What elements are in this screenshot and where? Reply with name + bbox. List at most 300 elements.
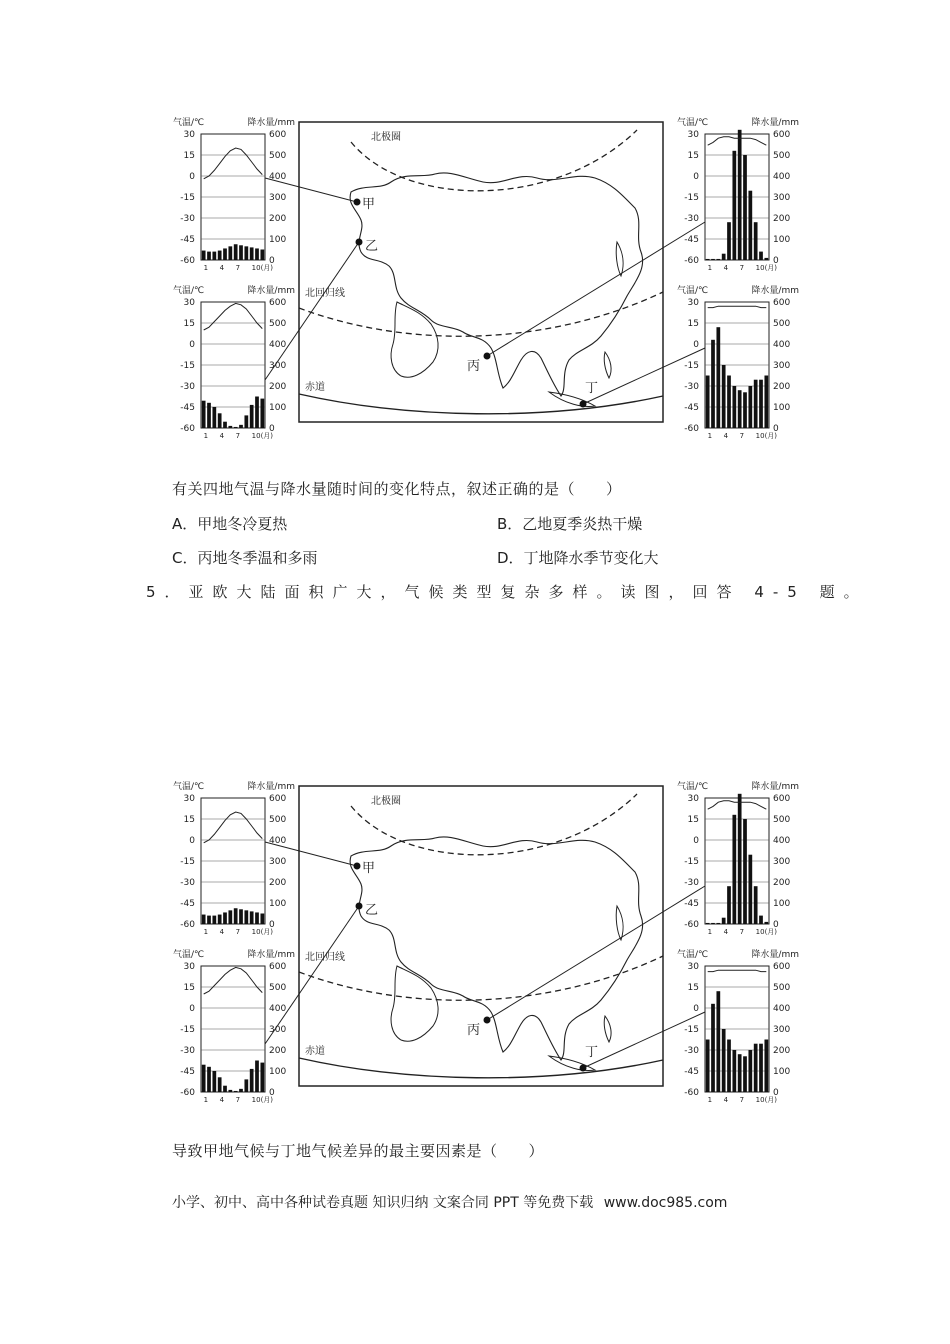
precip-bar (223, 1086, 227, 1092)
precip-bar (223, 422, 227, 428)
climate-chart-ding (677, 948, 799, 1104)
climate-chart-bing (677, 780, 799, 936)
temp-tick: -15 (684, 857, 699, 867)
precip-bar (234, 244, 238, 260)
precip-tick: 200 (773, 382, 791, 392)
climate-chart-jia (173, 780, 295, 936)
temp-tick: -45 (684, 403, 699, 413)
temp-axis-label: 气温/℃ (677, 782, 709, 792)
option-c[interactable]: C．丙地冬季温和多雨 (172, 549, 318, 567)
temp-tick: -15 (684, 361, 699, 371)
precip-bar (722, 254, 726, 260)
precip-tick: 0 (269, 1088, 275, 1098)
precip-bar (207, 916, 211, 924)
month-tick: 7 (739, 1096, 745, 1104)
temp-tick: 0 (693, 340, 699, 350)
month-tick: 10(月) (251, 928, 274, 936)
temp-tick: 30 (687, 794, 699, 804)
precip-bar (250, 1069, 254, 1092)
site-jia-marker (354, 863, 361, 870)
temp-tick: -30 (180, 878, 195, 888)
site-jia-label: 甲 (362, 861, 376, 876)
precip-tick: 500 (269, 151, 287, 161)
month-tick: 1 (707, 1096, 713, 1104)
precip-tick: 300 (269, 361, 287, 371)
question-5-intro: 5．亚欧大陆面积广大，气候类型复杂多样。读图，回答 4-5 题。 (146, 583, 868, 601)
precip-bar (250, 247, 254, 260)
climate-chart-bing (677, 116, 799, 272)
site-ding-marker (580, 401, 587, 408)
climate-chart-ding (677, 284, 799, 440)
temp-tick: -30 (180, 1046, 195, 1056)
question-4-stem: 有关四地气温与降水量随时间的变化特点，叙述正确的是（ ） (172, 480, 622, 498)
precip-axis-label: 降水量/mm (751, 782, 799, 792)
month-tick: 10(月) (251, 432, 274, 440)
precip-tick: 300 (773, 193, 791, 203)
temp-tick: -30 (684, 1046, 699, 1056)
precip-tick: 500 (773, 319, 791, 329)
precip-bar (754, 1044, 758, 1092)
precip-bar (260, 399, 264, 428)
precip-bar (764, 922, 768, 924)
precip-tick: 500 (773, 815, 791, 825)
temp-tick: 0 (693, 1004, 699, 1014)
temp-tick: 0 (693, 836, 699, 846)
temp-tick: -30 (684, 214, 699, 224)
temp-tick: -60 (684, 920, 699, 930)
temp-axis-label: 气温/℃ (173, 950, 205, 960)
month-tick: 4 (219, 1096, 225, 1104)
climate-map-figure-1 (165, 112, 805, 442)
site-yi-marker (356, 903, 363, 910)
temp-tick: 30 (183, 298, 195, 308)
temp-tick: 15 (687, 983, 699, 993)
tropic-label: 北回归线 (305, 952, 345, 963)
climate-chart-jia (173, 116, 295, 272)
precip-tick: 600 (773, 130, 791, 140)
precip-bar (759, 380, 763, 428)
precip-bar (234, 1091, 238, 1092)
precip-bar (727, 1040, 731, 1093)
precip-bar (743, 819, 747, 924)
equator-label: 赤道 (305, 382, 325, 393)
footer-url[interactable]: www.doc985.com (603, 1195, 728, 1211)
precip-bar (228, 910, 232, 924)
eurasia-climate-map (165, 776, 805, 1106)
precip-bar (732, 151, 736, 260)
precip-tick: 100 (269, 235, 287, 245)
month-tick: 7 (739, 432, 745, 440)
precip-bar (711, 340, 715, 428)
site-yi-label: 乙 (365, 239, 379, 254)
precip-tick: 600 (773, 298, 791, 308)
arctic-circle-label: 北极圈 (371, 796, 401, 807)
precip-bar (732, 386, 736, 428)
site-bing-label: 丙 (467, 359, 481, 374)
precip-bar (239, 909, 243, 924)
precip-bar (706, 923, 710, 924)
option-a[interactable]: A．甲地冬冷夏热 (172, 515, 288, 533)
precip-bar (748, 855, 752, 924)
precip-tick: 200 (773, 214, 791, 224)
month-tick: 1 (203, 432, 209, 440)
precip-bar (706, 376, 710, 429)
precip-tick: 600 (269, 298, 287, 308)
precip-tick: 500 (269, 983, 287, 993)
precip-tick: 100 (269, 1067, 287, 1077)
precip-bar (250, 911, 254, 924)
precip-tick: 400 (269, 836, 287, 846)
month-tick: 4 (723, 928, 729, 936)
precip-bar (212, 916, 216, 924)
precip-tick: 400 (269, 1004, 287, 1014)
temp-tick: -60 (684, 424, 699, 434)
month-tick: 7 (739, 264, 745, 272)
map-panel (265, 122, 705, 422)
arctic-circle-label: 北极圈 (371, 132, 401, 143)
month-tick: 10(月) (755, 1096, 778, 1104)
precip-tick: 0 (773, 920, 779, 930)
month-tick: 7 (235, 264, 241, 272)
precip-bar (732, 1050, 736, 1092)
precip-tick: 0 (773, 424, 779, 434)
precip-bar (234, 427, 238, 428)
month-tick: 7 (235, 928, 241, 936)
temp-tick: 30 (687, 298, 699, 308)
precip-bar (228, 246, 232, 260)
precip-bar (255, 248, 259, 260)
precip-bar (738, 390, 742, 428)
option-b[interactable]: B．乙地夏季炎热干燥 (497, 515, 643, 533)
precip-tick: 200 (269, 878, 287, 888)
precip-tick: 300 (269, 193, 287, 203)
precip-bar (754, 222, 758, 260)
temp-tick: 0 (693, 172, 699, 182)
precip-bar (743, 392, 747, 428)
precip-tick: 600 (773, 794, 791, 804)
precip-tick: 300 (773, 857, 791, 867)
site-yi-marker (356, 239, 363, 246)
precip-bar (754, 886, 758, 924)
precip-tick: 100 (269, 403, 287, 413)
precip-bar (218, 413, 222, 428)
temp-tick: -15 (180, 1025, 195, 1035)
month-tick: 10(月) (755, 432, 778, 440)
month-tick: 4 (219, 928, 225, 936)
month-tick: 4 (723, 1096, 729, 1104)
temp-axis-label: 气温/℃ (677, 950, 709, 960)
month-tick: 7 (235, 1096, 241, 1104)
precip-bar (754, 380, 758, 428)
precip-bar (732, 815, 736, 924)
precip-tick: 400 (773, 340, 791, 350)
temp-tick: -15 (180, 193, 195, 203)
precip-bar (244, 246, 248, 260)
precip-axis-label: 降水量/mm (247, 782, 295, 792)
precip-bar (759, 1044, 763, 1092)
precip-tick: 400 (773, 1004, 791, 1014)
precip-bar (716, 327, 720, 428)
precip-bar (738, 130, 742, 260)
temp-tick: -60 (180, 424, 195, 434)
precip-tick: 100 (269, 899, 287, 909)
temp-tick: -45 (684, 235, 699, 245)
precip-bar (218, 915, 222, 924)
temp-tick: 15 (687, 815, 699, 825)
month-tick: 10(月) (251, 1096, 274, 1104)
precip-bar (759, 916, 763, 924)
precip-tick: 500 (269, 815, 287, 825)
precip-tick: 100 (773, 1067, 791, 1077)
month-tick: 7 (235, 432, 241, 440)
precip-tick: 400 (773, 172, 791, 182)
site-bing-marker (484, 1017, 491, 1024)
precip-bar (716, 259, 720, 260)
footer (172, 1192, 727, 1212)
precip-bar (711, 1004, 715, 1092)
temp-tick: -60 (684, 1088, 699, 1098)
temp-axis-label: 气温/℃ (173, 782, 205, 792)
precip-bar (250, 405, 254, 428)
precip-bar (748, 386, 752, 428)
precip-bar (212, 252, 216, 260)
precip-tick: 200 (773, 1046, 791, 1056)
precip-bar (716, 923, 720, 924)
precip-bar (239, 245, 243, 260)
month-tick: 1 (203, 928, 209, 936)
precip-bar (722, 918, 726, 924)
precip-bar (239, 425, 243, 428)
precip-tick: 200 (269, 382, 287, 392)
precip-bar (244, 415, 248, 428)
temp-axis-label: 气温/℃ (677, 118, 709, 128)
temp-tick: -60 (684, 256, 699, 266)
month-tick: 4 (723, 432, 729, 440)
precip-tick: 0 (269, 256, 275, 266)
temp-tick: 15 (183, 815, 195, 825)
temp-tick: 15 (183, 319, 195, 329)
precip-bar (260, 1063, 264, 1092)
temp-tick: -15 (180, 857, 195, 867)
precip-tick: 400 (269, 172, 287, 182)
precip-tick: 400 (269, 340, 287, 350)
temp-tick: -15 (684, 1025, 699, 1035)
site-bing-label: 丙 (467, 1023, 481, 1038)
precip-axis-label: 降水量/mm (751, 286, 799, 296)
precip-tick: 300 (269, 857, 287, 867)
precip-bar (207, 1067, 211, 1092)
temp-tick: 15 (687, 151, 699, 161)
temp-tick: -45 (684, 899, 699, 909)
precip-bar (223, 912, 227, 924)
precip-bar (212, 1071, 216, 1092)
precip-tick: 0 (269, 424, 275, 434)
option-d[interactable]: D．丁地降水季节变化大 (497, 549, 659, 567)
precip-tick: 0 (773, 1088, 779, 1098)
temp-tick: -45 (684, 1067, 699, 1077)
month-tick: 10(月) (251, 264, 274, 272)
precip-tick: 100 (773, 899, 791, 909)
precip-bar (202, 401, 206, 428)
precip-bar (218, 251, 222, 260)
precip-bar (764, 376, 768, 429)
precip-tick: 100 (773, 403, 791, 413)
temp-tick: 30 (183, 962, 195, 972)
precip-bar (228, 426, 232, 428)
precip-axis-label: 降水量/mm (751, 950, 799, 960)
precip-bar (727, 376, 731, 429)
month-tick: 1 (707, 928, 713, 936)
temp-tick: 30 (183, 130, 195, 140)
precip-bar (748, 1050, 752, 1092)
precip-bar (228, 1090, 232, 1092)
precip-tick: 500 (773, 983, 791, 993)
site-jia-marker (354, 199, 361, 206)
precip-bar (748, 191, 752, 260)
footer-text: 小学、初中、高中各种试卷真题 知识归纳 文案合同 PPT 等免费下载 (172, 1195, 594, 1211)
site-ding-label: 丁 (585, 381, 599, 396)
precip-tick: 600 (773, 962, 791, 972)
precip-tick: 0 (773, 256, 779, 266)
precip-bar (743, 1056, 747, 1092)
temp-tick: 30 (687, 130, 699, 140)
climate-map-figure-2 (165, 776, 805, 1106)
precip-bar (239, 1089, 243, 1092)
precip-tick: 100 (773, 235, 791, 245)
precip-bar (706, 259, 710, 260)
precip-bar (711, 259, 715, 260)
temp-tick: -30 (180, 214, 195, 224)
temp-tick: 30 (183, 794, 195, 804)
site-ding-marker (580, 1065, 587, 1072)
equator-label: 赤道 (305, 1046, 325, 1057)
precip-bar (706, 1040, 710, 1093)
precip-bar (234, 908, 238, 924)
map-panel (265, 786, 705, 1086)
precip-bar (260, 914, 264, 925)
precip-tick: 600 (269, 794, 287, 804)
precip-bar (764, 258, 768, 260)
precip-axis-label: 降水量/mm (247, 118, 295, 128)
precip-bar (255, 912, 259, 924)
temp-tick: 30 (687, 962, 699, 972)
temp-axis-label: 气温/℃ (677, 286, 709, 296)
month-tick: 1 (203, 1096, 209, 1104)
temp-tick: 0 (189, 1004, 195, 1014)
month-tick: 1 (707, 264, 713, 272)
tropic-label: 北回归线 (305, 288, 345, 299)
precip-bar (727, 886, 731, 924)
temp-tick: -45 (180, 1067, 195, 1077)
month-tick: 10(月) (755, 928, 778, 936)
month-tick: 4 (219, 432, 225, 440)
precip-bar (244, 1079, 248, 1092)
temp-tick: -60 (180, 920, 195, 930)
precip-axis-label: 降水量/mm (247, 950, 295, 960)
precip-tick: 500 (773, 151, 791, 161)
precip-bar (764, 1040, 768, 1093)
temp-tick: -30 (180, 382, 195, 392)
precip-tick: 600 (269, 130, 287, 140)
precip-axis-label: 降水量/mm (751, 118, 799, 128)
precip-bar (207, 252, 211, 260)
precip-tick: 300 (773, 361, 791, 371)
site-yi-label: 乙 (365, 903, 379, 918)
temp-tick: -45 (180, 235, 195, 245)
temp-tick: -30 (684, 878, 699, 888)
temp-tick: 15 (183, 983, 195, 993)
precip-tick: 500 (269, 319, 287, 329)
month-tick: 4 (723, 264, 729, 272)
temp-tick: 15 (687, 319, 699, 329)
temp-tick: -60 (180, 1088, 195, 1098)
precip-bar (716, 991, 720, 1092)
temp-tick: -15 (684, 193, 699, 203)
eurasia-climate-map (165, 112, 805, 442)
precip-tick: 600 (269, 962, 287, 972)
precip-bar (255, 397, 259, 429)
precip-axis-label: 降水量/mm (247, 286, 295, 296)
precip-bar (223, 248, 227, 260)
temp-tick: 0 (189, 172, 195, 182)
precip-bar (743, 155, 747, 260)
precip-bar (727, 222, 731, 260)
temp-tick: -45 (180, 899, 195, 909)
temp-tick: -60 (180, 256, 195, 266)
precip-bar (738, 794, 742, 924)
precip-tick: 300 (269, 1025, 287, 1035)
question-5-stem: 导致甲地气候与丁地气候差异的最主要因素是（ ） (172, 1142, 545, 1160)
site-bing-marker (484, 353, 491, 360)
precip-bar (202, 915, 206, 924)
site-ding-label: 丁 (585, 1045, 599, 1060)
temp-axis-label: 气温/℃ (173, 118, 205, 128)
precip-tick: 400 (773, 836, 791, 846)
precip-bar (722, 1029, 726, 1092)
precip-bar (202, 251, 206, 260)
precip-tick: 200 (773, 878, 791, 888)
temp-tick: 0 (189, 836, 195, 846)
precip-tick: 300 (773, 1025, 791, 1035)
site-jia-label: 甲 (362, 197, 376, 212)
precip-bar (207, 403, 211, 428)
precip-tick: 200 (269, 1046, 287, 1056)
precip-tick: 0 (269, 920, 275, 930)
temp-tick: 0 (189, 340, 195, 350)
precip-bar (260, 250, 264, 261)
temp-tick: -30 (684, 382, 699, 392)
precip-bar (722, 365, 726, 428)
precip-bar (711, 923, 715, 924)
temp-tick: -45 (180, 403, 195, 413)
temp-tick: 15 (183, 151, 195, 161)
month-tick: 1 (707, 432, 713, 440)
precip-bar (218, 1077, 222, 1092)
temp-tick: -15 (180, 361, 195, 371)
precip-bar (212, 407, 216, 428)
temp-axis-label: 气温/℃ (173, 286, 205, 296)
month-tick: 4 (219, 264, 225, 272)
month-tick: 1 (203, 264, 209, 272)
precip-bar (255, 1061, 259, 1093)
month-tick: 10(月) (755, 264, 778, 272)
precip-tick: 200 (269, 214, 287, 224)
precip-bar (738, 1054, 742, 1092)
precip-bar (759, 252, 763, 260)
precip-bar (202, 1065, 206, 1092)
month-tick: 7 (739, 928, 745, 936)
precip-bar (244, 910, 248, 924)
